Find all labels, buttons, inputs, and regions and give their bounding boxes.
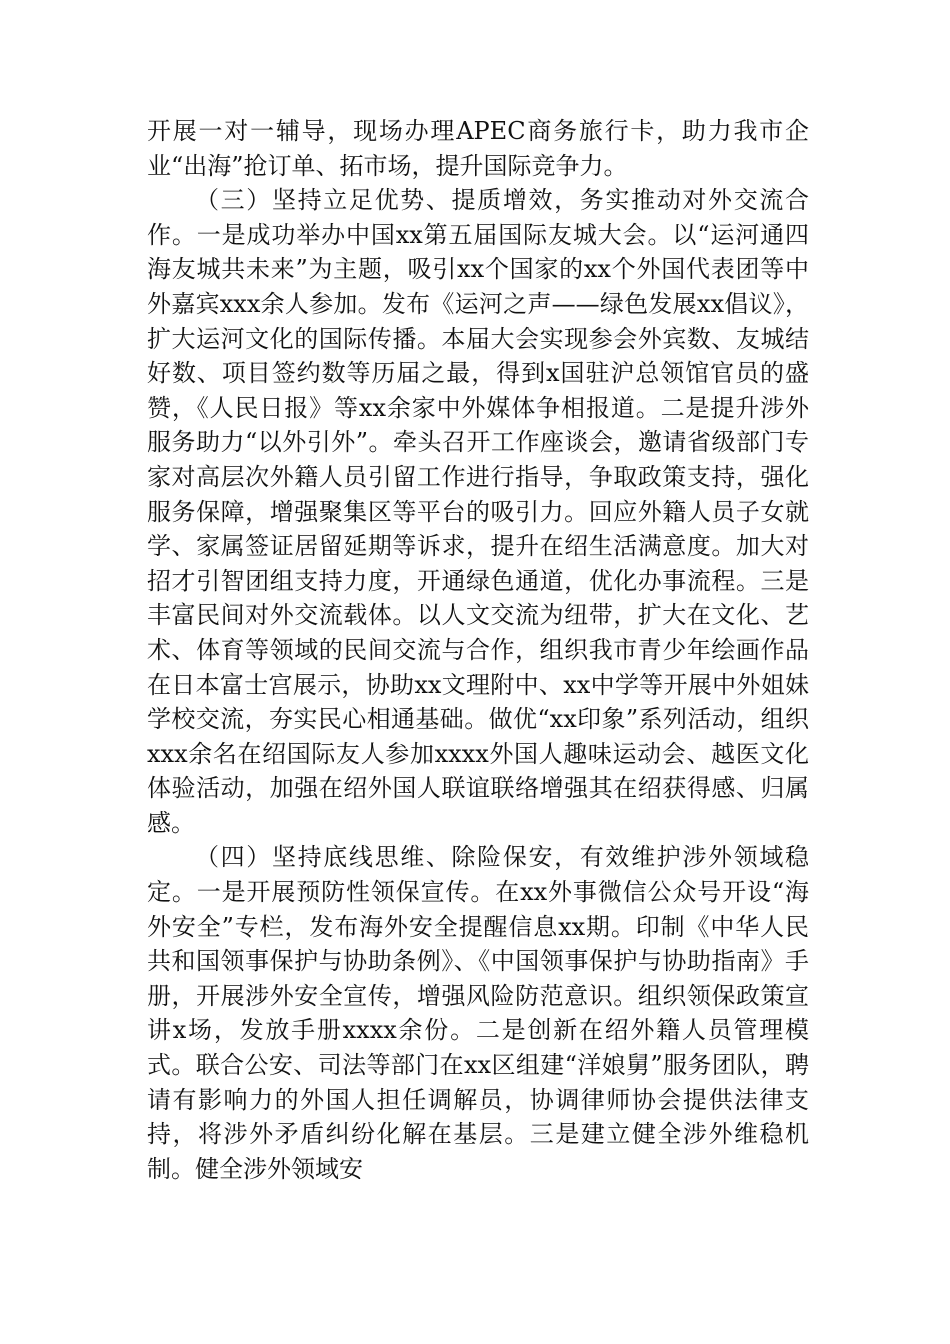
paragraph-section-four: （四）坚持底线思维、除险保安，有效维护涉外领域稳定。一是开展预防性领保宣传。在xx外事微信公众号开设“海外安全”专栏，发布海外安全提醒信息xx期。印制《中华人民共和国领事保护与协助条例》、《中国领事保护与协助指南》手册，开展涉外安全宣传，增强风险防范意识。组织领保政策宣讲x场，发放手册xxxx余份。二是创新在绍外籍人员管理模式。联合公安、司法等部门在xx区组建“洋娘舅”服务团队，聘请有影响力的外国人担任调解员，协调律师协会提供法律支持，将涉外矛盾纠纷化解在基层。三是建立健全涉外维稳机制。健全涉外领域安 — [147, 843, 809, 1183]
paragraph-section-three: （三）坚持立足优势、提质增效，务实推动对外交流合作。一是成功举办中国xx第五届国际友城大会。以“运河通四海友城共未来”为主题，吸引xx个国家的xx个外国代表团等中外嘉宾xxx余人参加。发布《运河之声——绿色发展xx倡议》，扩大运河文化的国际传播。本届大会实现参会外宾数、友城结好数、项目签约数等历届之最，得到x国驻沪总领馆官员的盛赞，《人民日报》等xx余家中外媒体争相报道。二是提升涉外服务助力“以外引外”。牵头召开工作座谈会，邀请省级部门专家对高层次外籍人员引留工作进行指导，争取政策支持，强化服务保障，增强聚集区等平台的吸引力。回应外籍人员子女就学、家属签证居留延期等诉求，提升在绍生活满意度。加大对招才引智团组支持力度，开通绿色通道，优化办事流程。三是丰富民间对外交流载体。以人文交流为纽带，扩大在文化、艺术、体育等领域的民间交流与合作，组织我市青少年绘画作品在日本富士宫展示，协助xx文理附中、xx中学等开展中外姐妹学校交流，夯实民心相通基础。做优“xx印象”系列活动，组织xxx余名在绍国际友人参加xxxx外国人趣味运动会、越医文化体验活动，加强在绍外国人联谊联络增强其在绍获得感、归属感。 — [147, 186, 809, 837]
paragraph-continuation: 开展一对一辅导，现场办理APEC商务旅行卡，助力我市企业“出海”抢订单、拓市场，提升国际竞争力。 — [147, 117, 809, 180]
document-body — [147, 114, 809, 1186]
